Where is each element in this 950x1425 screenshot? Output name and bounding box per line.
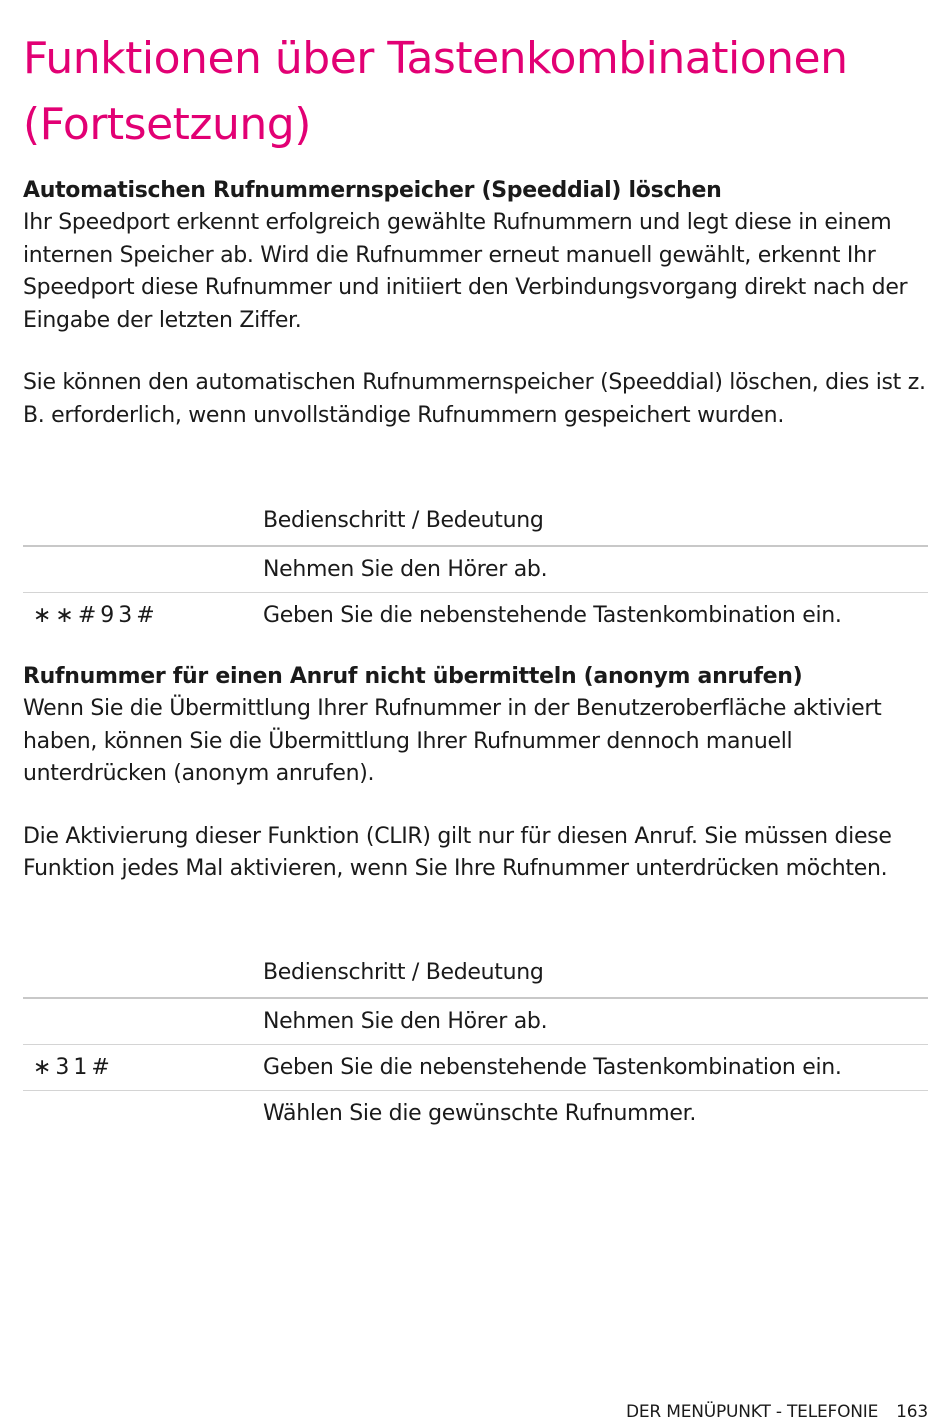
- step-description: Nehmen Sie den Hörer ab.: [263, 998, 928, 1045]
- paragraph: Ihr Speedport erkennt erfolgreich gewählte Rufnummern und legt diese in einem internen Speicher ab. Wird die Rufnummer erneut manuell gewählt, erkennt Ihr Speedport diese Rufnummer und initiiert den Verbindungsvorgang direkt nach der Eingabe der letzten Ziffer.: [23, 210, 908, 333]
- step-column-header: Bedienschritt / Bedeutung: [263, 947, 928, 998]
- table-row: [23, 593, 928, 639]
- table-row: [23, 998, 928, 1045]
- step-description: Geben Sie die nebenstehende Tastenkombination ein.: [263, 1045, 928, 1091]
- section-heading: Rufnummer für einen Anruf nicht übermitteln (anonym anrufen): [23, 664, 803, 689]
- paragraph: Die Aktivierung dieser Funktion (CLIR) gilt nur für diesen Anruf. Sie müssen diese Funktion jedes Mal aktivieren, wenn Sie Ihre Rufnummer unterdrücken möchten.: [23, 823, 892, 881]
- table-row: [23, 1091, 928, 1137]
- key-combination: [23, 998, 263, 1045]
- footer-chapter: DER MENÜPUNKT - TELEFONIE: [625, 1402, 879, 1422]
- step-description: Wählen Sie die gewünschte Rufnummer.: [263, 1101, 697, 1126]
- steps-table-anonymous-call: [23, 947, 928, 1136]
- page-title-line-1: Funktionen über Tastenkombinationen: [23, 33, 848, 84]
- paragraph: Wenn Sie die Übermittlung Ihrer Rufnummer in der Benutzeroberfläche aktiviert haben, können Sie die Übermittlung Ihrer Rufnummer dennoch manuell unterdrücken (anonym anrufen).: [23, 696, 882, 786]
- key-combination: [23, 1091, 263, 1137]
- page-title: [23, 26, 923, 158]
- key-combination: ∗31#: [23, 1045, 263, 1091]
- page-title-line-2: (Fortsetzung): [23, 99, 311, 150]
- key-combination: [23, 546, 263, 593]
- step-description: Nehmen Sie den Hörer ab.: [263, 546, 928, 593]
- key-column-header: [23, 495, 263, 546]
- page-footer: [626, 1400, 928, 1424]
- step-description: Geben Sie die nebenstehende Tastenkombination ein.: [263, 603, 842, 628]
- table-row: [23, 546, 928, 593]
- table-header-row: [23, 495, 928, 546]
- key-column-header: [23, 947, 263, 998]
- paragraph: Sie können den automatischen Rufnummernspeicher (Speeddial) löschen, dies ist z. B. erforderlich, wenn unvollständige Rufnummern gespeichert wurden.: [23, 370, 926, 428]
- steps-table-speeddial: [23, 495, 928, 638]
- section-heading: Automatischen Rufnummernspeicher (Speeddial) löschen: [23, 178, 722, 203]
- page-number: 163: [896, 1402, 928, 1422]
- table-row: [23, 1045, 928, 1091]
- section-speeddial: [23, 175, 928, 432]
- step-column-header: Bedienschritt / Bedeutung: [263, 495, 928, 546]
- table-header-row: [23, 947, 928, 998]
- key-combination: ∗∗#93#: [33, 603, 159, 628]
- section-anonymous-call: [23, 661, 928, 886]
